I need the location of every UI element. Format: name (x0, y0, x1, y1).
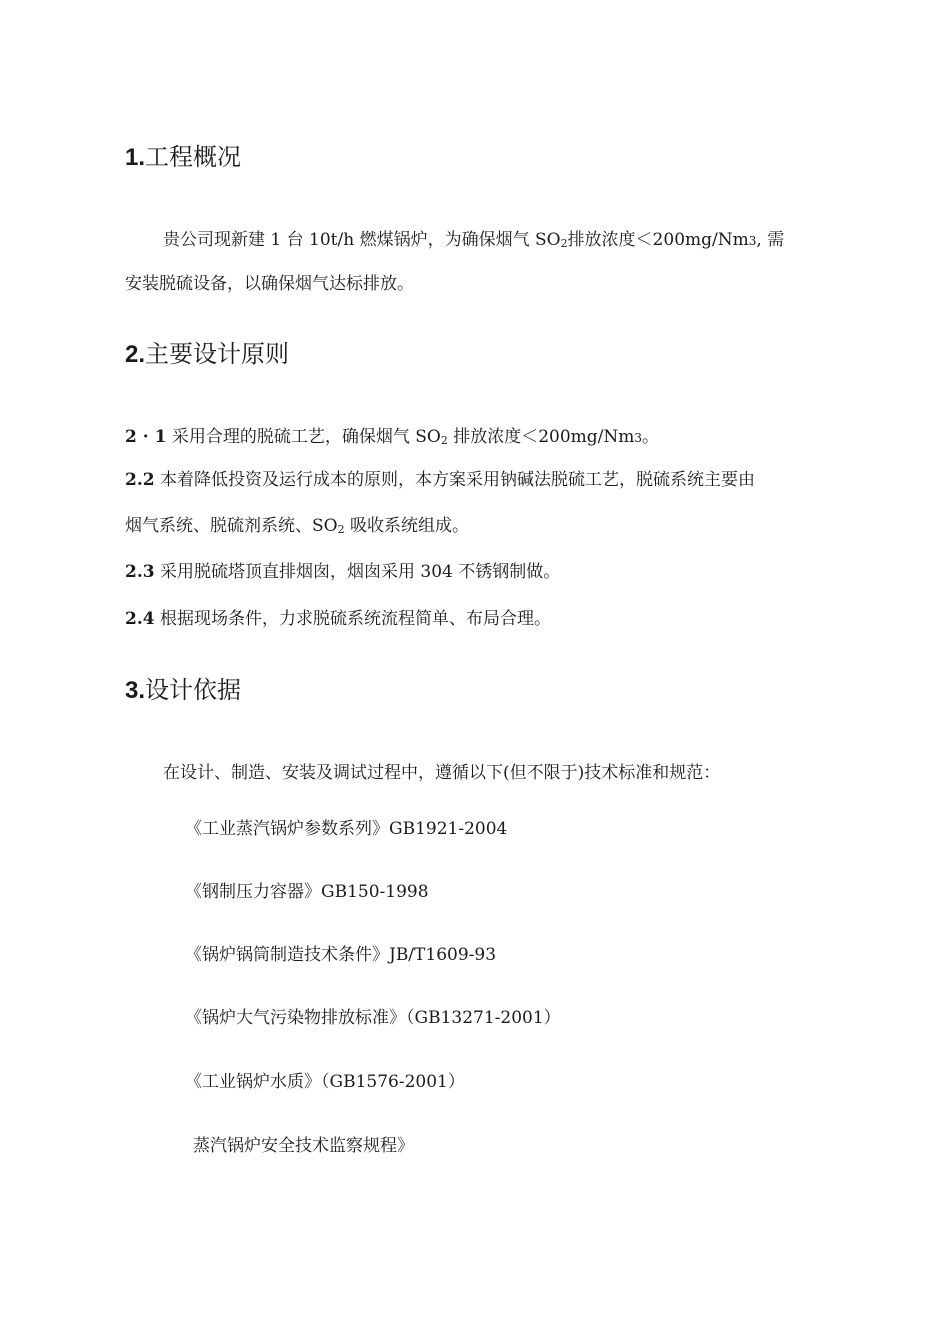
item-text: 吸收系统组成。 (344, 516, 469, 536)
para-text: 排放浓度＜200mg/Nm (567, 230, 749, 250)
standard-item: 《锅炉大气污染物排放标准》（GB13271-2001） (185, 1008, 561, 1028)
item-number: 2.3 (125, 562, 155, 582)
standard-item: 《工业锅炉水质》（GB1576-2001） (185, 1072, 465, 1092)
section-2-heading (125, 339, 289, 370)
principle-2-2-line-2 (125, 514, 469, 542)
so2-subscript: 2 (440, 434, 448, 447)
principle-2-3 (125, 560, 560, 584)
principle-2-4 (125, 607, 551, 631)
section-3-number: 3. (125, 677, 146, 704)
unit-subscript: 3 (748, 234, 757, 248)
item-text: 本着降低投资及运行成本的原则，本方案采用钠碱法脱硫工艺，脱硫系统主要由 (154, 470, 755, 490)
standard-item: 《锅炉锅筒制造技术条件》JB/T1609-93 (185, 945, 497, 965)
item-text: 。 (642, 427, 660, 447)
para-text: , 需 (756, 230, 785, 250)
principle-2-2-line-1 (125, 468, 755, 492)
so2-subscript: 2 (560, 237, 568, 250)
section-1-paragraph-line-2: 安装脱硫设备，以确保烟气达标排放。 (125, 274, 414, 294)
unit-subscript: 3 (634, 431, 643, 445)
principle-2-1 (125, 425, 659, 453)
standard-item: 蒸汽锅炉安全技术监察规程》 (193, 1136, 414, 1156)
section-3-heading (125, 675, 241, 706)
section-3-intro: 在设计、制造、安装及调试过程中，遵循以下(但不限于)技术标准和规范： (163, 763, 721, 783)
item-text: 采用合理的脱硫工艺，确保烟气 SO (166, 427, 441, 447)
section-1-title: 工程概况 (145, 143, 242, 171)
item-number: 2.2 (125, 470, 155, 490)
item-text: 根据现场条件，力求脱硫系统流程简单、布局合理。 (154, 609, 551, 629)
section-3-title: 设计依据 (145, 676, 242, 704)
item-text: 采用脱硫塔顶直排烟囱，烟囱采用 304 不锈钢制做。 (154, 562, 561, 582)
item-text: 排放浓度＜200mg/Nm (447, 427, 635, 447)
item-number: 2.4 (125, 609, 155, 629)
section-1-paragraph-line-1 (163, 228, 784, 256)
section-2-title: 主要设计原则 (145, 340, 290, 368)
section-1-heading (125, 142, 241, 173)
section-1-number: 1. (125, 144, 146, 171)
so2-subscript: 2 (337, 523, 345, 536)
section-2-number: 2. (125, 341, 146, 368)
item-number: 2 · 1 (125, 427, 167, 447)
para-text: 贵公司现新建 1 台 10t/h 燃煤锅炉，为确保烟气 SO (163, 230, 561, 250)
standard-item: 《钢制压力容器》GB150-1998 (185, 882, 429, 902)
item-text: 烟气系统、脱硫剂系统、SO (125, 516, 338, 536)
standard-item: 《工业蒸汽锅炉参数系列》GB1921-2004 (185, 819, 508, 839)
